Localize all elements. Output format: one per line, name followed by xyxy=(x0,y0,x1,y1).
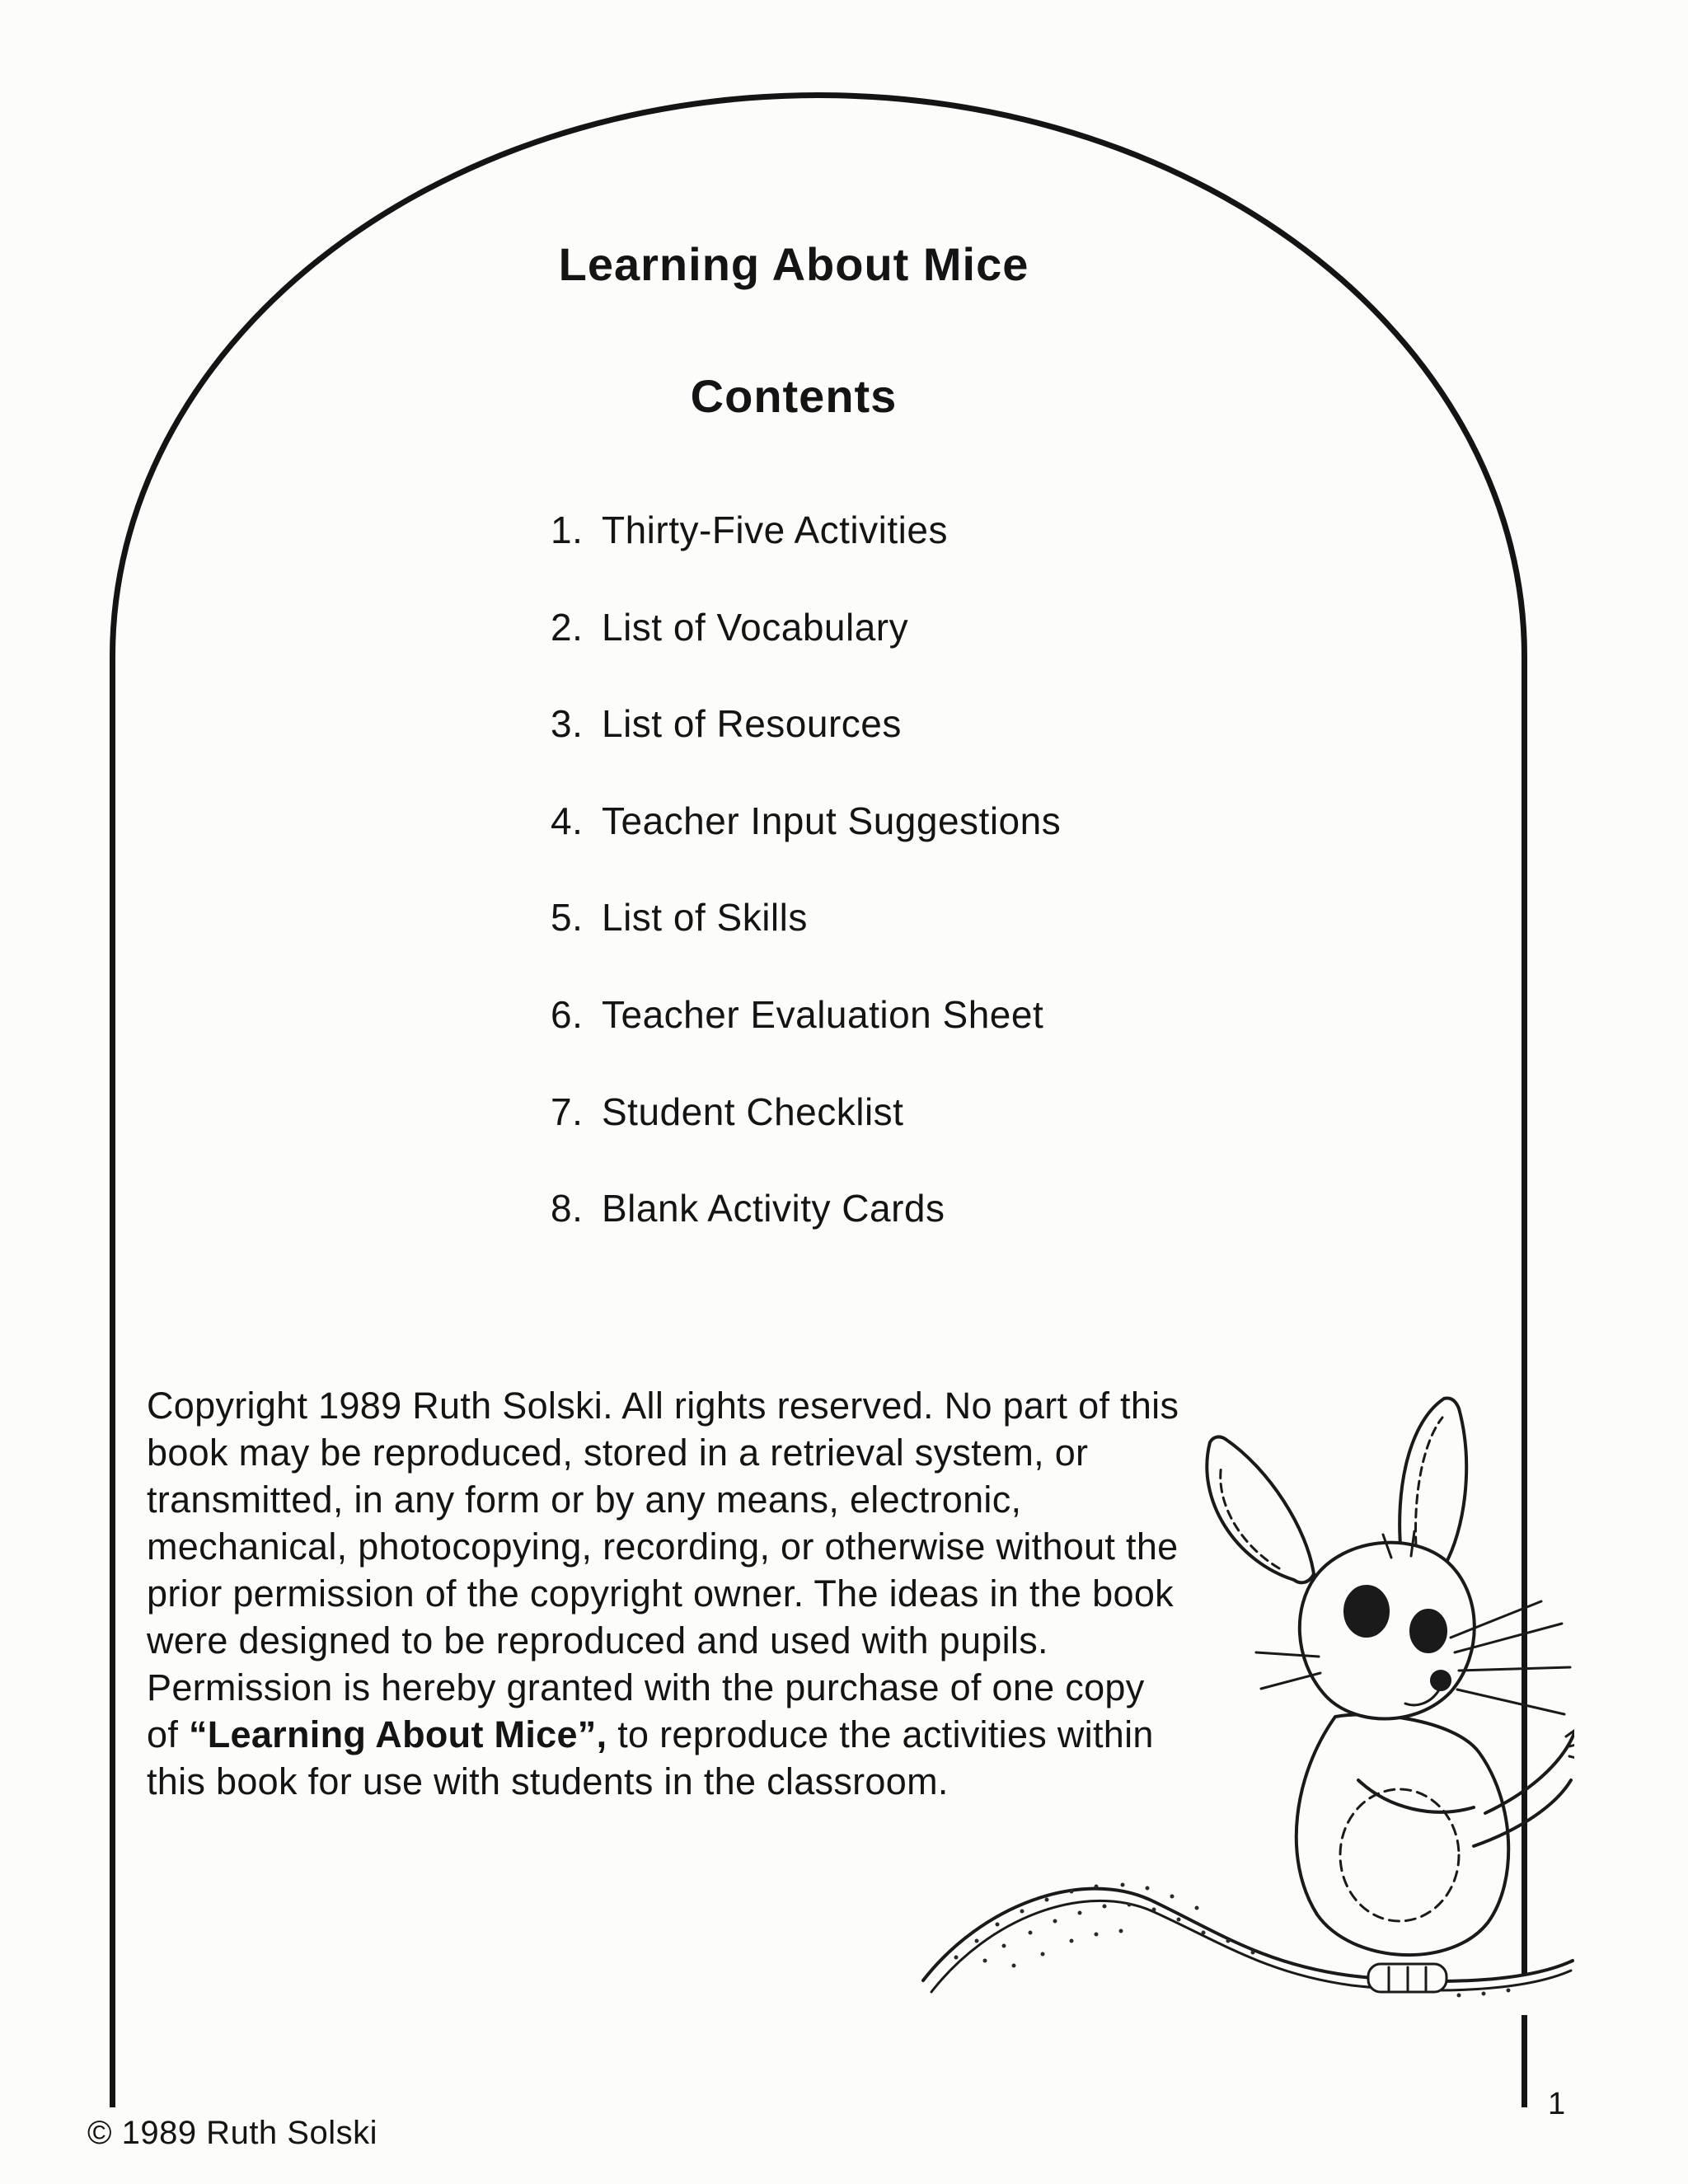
mouse-left-ear xyxy=(1207,1436,1314,1582)
list-item xyxy=(551,703,1061,745)
item-number: 4. xyxy=(551,799,584,842)
list-item xyxy=(551,800,1061,842)
list-item xyxy=(551,1091,1061,1133)
mouse-illustration xyxy=(907,1364,1574,2015)
page-number: 1 xyxy=(1548,2087,1566,2121)
item-number: 2. xyxy=(551,605,584,649)
list-item xyxy=(551,509,1061,551)
mouse-body xyxy=(1296,1714,1508,1955)
list-item xyxy=(551,897,1061,939)
contents-list xyxy=(551,509,1061,1285)
list-item xyxy=(551,607,1061,649)
copyright-text-1: Copyright 1989 Ruth Solski. All rights reserved. No part of this book may be reproduced, stored in a retrieval system, or transmitted, in any form or by any means, electronic, mechanical, photocopying, recording, or otherwise without the prior permission of the copyright owner. The ideas in the book were designed to be reproduced and used with pupils. Permission is hereby granted with the purchase of one copy of xyxy=(147,1385,1179,1755)
item-number: 8. xyxy=(551,1187,584,1230)
item-number: 5. xyxy=(551,896,584,940)
item-number: 1. xyxy=(551,509,584,551)
item-label: Student Checklist xyxy=(602,1090,904,1133)
item-label: List of Skills xyxy=(602,896,808,940)
item-number: 6. xyxy=(551,992,584,1036)
item-label: Thirty-Five Activities xyxy=(602,509,948,551)
mouse-head xyxy=(1300,1543,1475,1719)
item-label: Blank Activity Cards xyxy=(602,1187,945,1230)
copyright-text-2: to reproduce the activities within this book for use with students in the classroom. xyxy=(147,1713,1154,1802)
mouse-nose xyxy=(1432,1671,1450,1690)
item-number: 3. xyxy=(551,702,584,746)
page-title: Learning About Mice xyxy=(558,238,1029,290)
mouse-eye-right xyxy=(1411,1610,1446,1652)
item-label: Teacher Input Suggestions xyxy=(602,799,1062,842)
copyright-bold-title: “Learning About Mice”, xyxy=(188,1713,607,1755)
footer-copyright: © 1989 Ruth Solski xyxy=(87,2115,377,2151)
list-item xyxy=(551,1188,1061,1230)
item-label: Teacher Evaluation Sheet xyxy=(602,992,1044,1036)
contents-heading: Contents xyxy=(690,370,898,422)
mouse-eye-left xyxy=(1345,1586,1388,1636)
list-item xyxy=(551,994,1061,1036)
item-number: 7. xyxy=(551,1090,584,1133)
mouse-line-art xyxy=(907,1364,1574,2015)
item-label: List of Vocabulary xyxy=(602,605,909,649)
item-label: List of Resources xyxy=(602,702,902,746)
